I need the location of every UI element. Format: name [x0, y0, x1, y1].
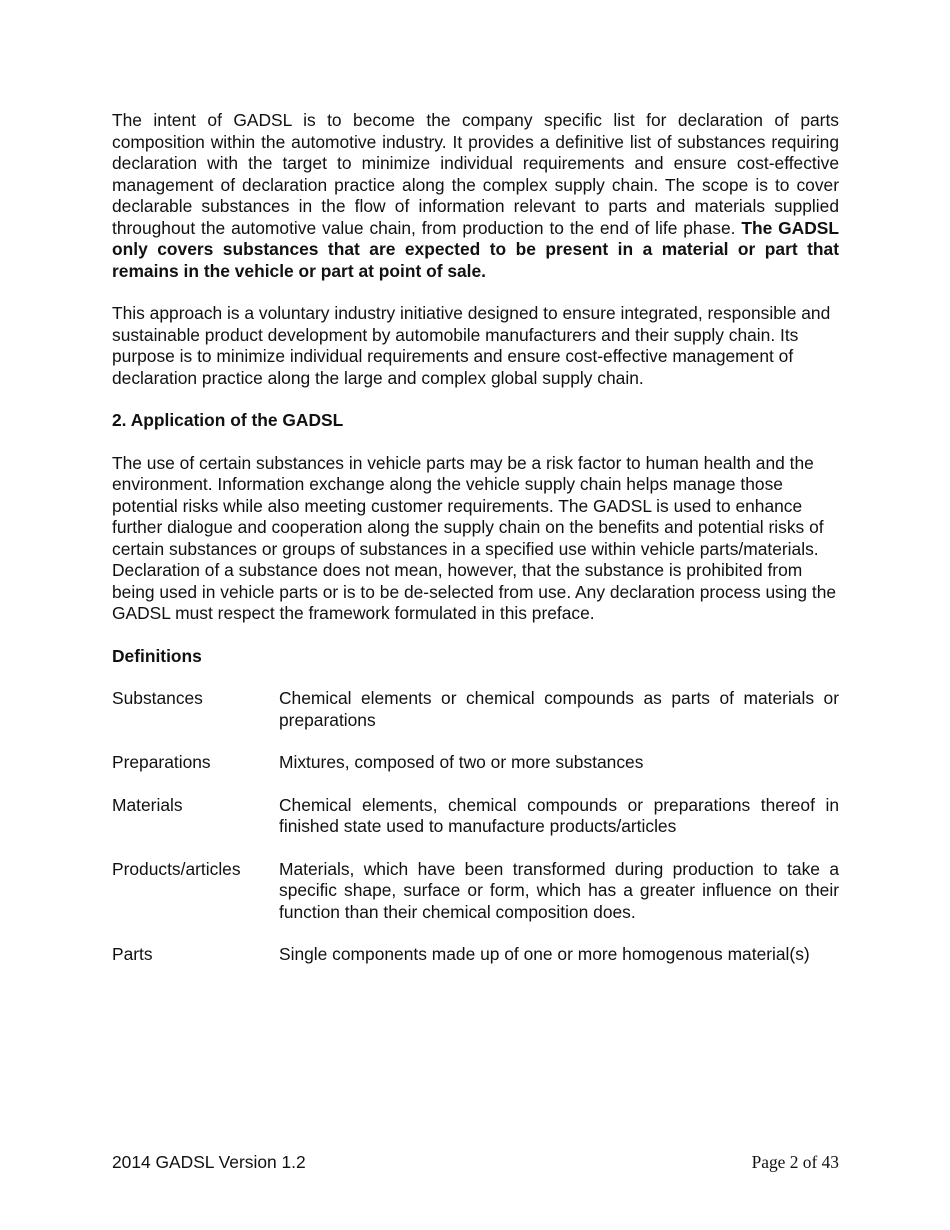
definition-description: Mixtures, composed of two or more substances — [279, 752, 644, 772]
footer-version: 2014 GADSL Version 1.2 — [112, 1152, 306, 1172]
definition-row — [112, 859, 839, 924]
document-page — [112, 110, 839, 987]
intro-paragraph — [112, 110, 839, 282]
definitions-list — [112, 688, 839, 966]
section-heading: 2. Application of the GADSL — [112, 410, 344, 430]
definition-term: Substances — [112, 688, 203, 708]
definition-row — [112, 752, 839, 774]
definition-term: Products/articles — [112, 858, 241, 879]
definition-description: Chemical elements, chemical compounds or preparations thereof in finished state used to manufacture products/articles — [279, 794, 839, 836]
definition-description: Materials, which have been transformed during production to take a specific shape, surface or form, which has a greater influence on their function than their chemical composition does. — [279, 858, 839, 922]
definitions-heading: Definitions — [112, 645, 202, 666]
intro-bold-text: The GADSL only covers substances that are expected to be present in a material or part that remains in the vehicle or part at point of sale. — [112, 217, 839, 281]
definition-term: Preparations — [112, 752, 211, 772]
definition-description: Chemical elements or chemical compounds as parts of materials or preparations — [279, 688, 839, 730]
definition-row — [112, 688, 839, 731]
intro-text: The intent of GADSL is to become the company specific list for declaration of parts composition within the automotive industry. It provides a definitive list of substances requiring declaration with the target to minimize individual requirements and ensure cost-effective management of declaration practice along the complex supply chain. The scope is to cover declarable substances in the flow of information relevant to parts and materials supplied throughout the automotive value chain, from production to the end of life phase. — [112, 110, 839, 238]
definition-row — [112, 944, 839, 966]
definition-term: Parts — [112, 944, 153, 964]
approach-paragraph: This approach is a voluntary industry initiative designed to ensure integrated, responsible and sustainable product development by automobile manufacturers and their supply chain. Its purpose is to minimize individual requirements and ensure cost-effective management of declaration practice along the large and complex global supply chain. — [112, 303, 831, 388]
definition-description: Single components made up of one or more homogenous material(s) — [279, 944, 810, 964]
definition-row — [112, 795, 839, 838]
definition-term: Materials — [112, 794, 183, 815]
footer-page-number: Page 2 of 43 — [751, 1152, 839, 1172]
application-paragraph: The use of certain substances in vehicle parts may be a risk factor to human health and the environment. Information exchange along the vehicle supply chain helps manage those potential risks while also meeting customer requirements. The GADSL is used to enhance further dialogue and cooperation along the supply chain on the benefits and potential risks of certain substances or groups of substances in a specified use within vehicle parts/materials. Declaration of a substance does not mean, however, that the substance is prohibited from being used in vehicle parts or is to be de-selected from use. Any declaration process using the GADSL must respect the framework formulated in this preface. — [112, 452, 837, 623]
